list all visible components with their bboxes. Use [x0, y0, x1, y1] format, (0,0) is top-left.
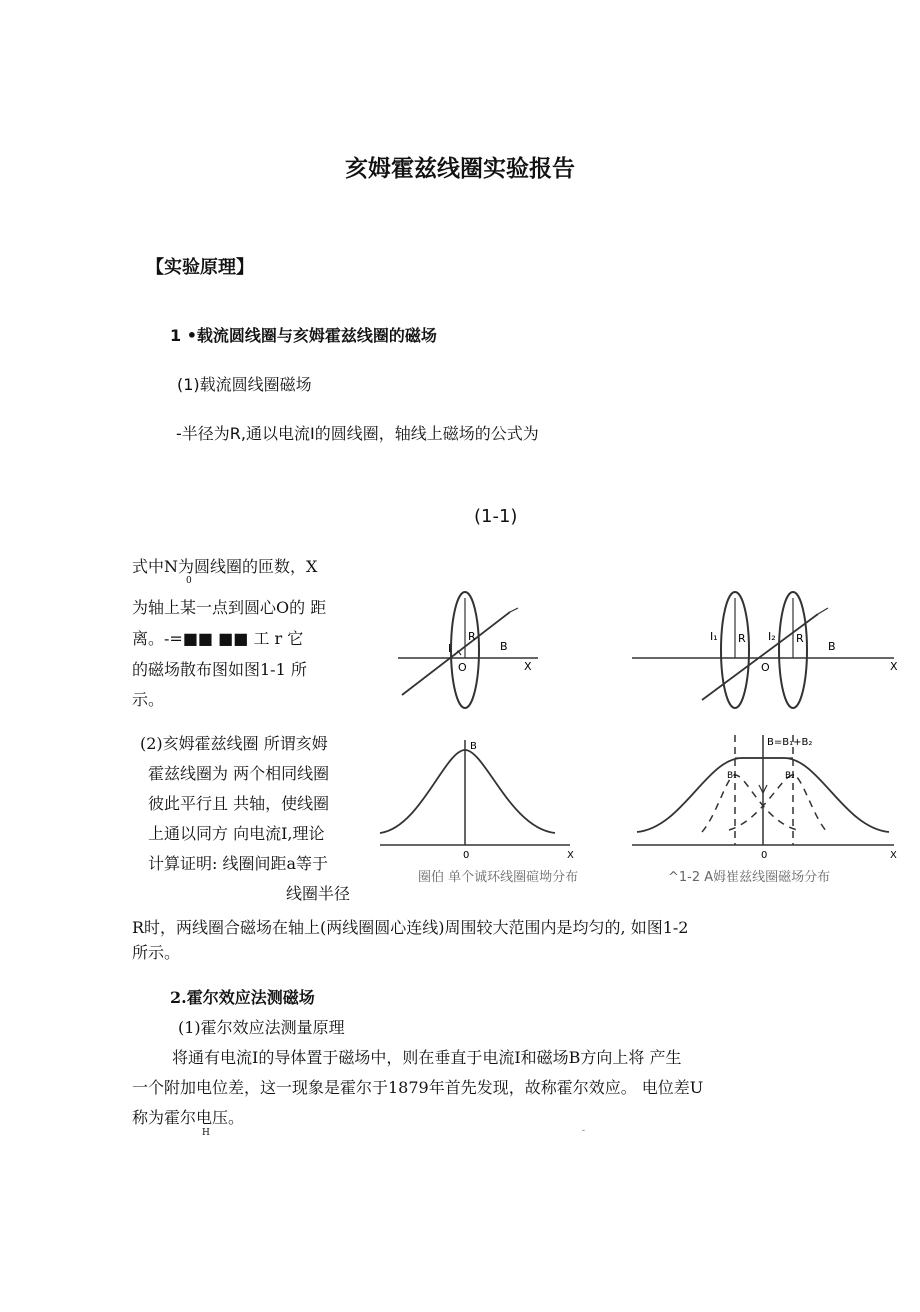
label-x: X	[890, 660, 898, 673]
label-x: X	[524, 660, 532, 673]
field-curve	[380, 750, 555, 833]
label-b: B	[500, 640, 508, 653]
text-line: 将通有电流I的导体置于磁场中，则在垂直于电流I和磁场B方向上将 产生	[172, 1048, 682, 1067]
figure-1-caption: 圈伯 单个诚环线圈碹坳分布	[418, 870, 579, 885]
label-i: I	[448, 642, 452, 655]
label-b: B	[828, 640, 836, 653]
label-b1: B₁	[727, 771, 737, 781]
equation-label: (1-1)	[474, 506, 518, 527]
label-i2: I₂	[768, 630, 776, 643]
label-o: O	[458, 661, 467, 674]
text-line: 式中N为圆线圈的匝数，X	[132, 557, 318, 576]
label-r1: R	[738, 632, 746, 645]
label-x-2: X	[890, 850, 897, 861]
label-r2: R	[796, 632, 804, 645]
text-line: 示。	[132, 690, 165, 709]
text-line: 称为霍尔电压。	[132, 1108, 245, 1127]
current-wire	[702, 614, 818, 700]
label-b-sum: B=B₁+B₂	[767, 737, 813, 748]
text-line: (2)亥姆霍兹线圈 所谓亥姆	[140, 734, 328, 753]
section-2-heading: 2.霍尔效应法测磁场	[170, 988, 315, 1007]
subsection-1-title: (1)载流圆线圈磁场	[177, 375, 312, 394]
label-b2: B₂	[785, 771, 795, 781]
text-line: 霍兹线圈为 两个相同线圈	[148, 764, 330, 783]
section-header: 【实验原理】	[146, 257, 254, 278]
figure-2-caption: ^1-2 A姆崔兹线圈磁场分布	[668, 870, 831, 885]
text-line: 为轴上某一点到圆心O的 距	[132, 598, 327, 617]
text-line: 离。-=■■ ■■ 工 r 它	[132, 629, 304, 648]
text-line: 彼此平行且 共轴，使线圈	[148, 794, 330, 813]
text-line: 计算证明: 线圈间距a等于	[148, 854, 329, 873]
text-line: 线圈半径	[286, 884, 351, 903]
stray-dash: -	[582, 1126, 586, 1136]
figure-single-coil	[360, 590, 590, 865]
subscript-0: 0	[186, 576, 192, 586]
figure-helmholtz-coils	[632, 590, 902, 865]
section-1-heading: 1 •载流圆线圈与亥姆霍兹线圈的磁场	[170, 326, 437, 345]
label-origin: 0	[463, 850, 470, 861]
label-origin: 0	[761, 850, 768, 861]
label-o: O	[761, 661, 770, 674]
text-line: 所示。	[132, 943, 181, 962]
subscript-h: H	[202, 1128, 210, 1138]
text-line: R时，两线圈合磁场在轴上(两线圈圆心连线)周围较大范围内是均匀的, 如图1-2	[132, 918, 689, 937]
formula-intro: -半径为R,通以电流I的圆线圈，轴线上磁场的公式为	[176, 424, 539, 443]
text-line: 的磁场散布图如图1-1 所	[132, 660, 307, 679]
label-r: R	[468, 630, 476, 643]
page-title: 亥姆霍兹线圈实验报告	[345, 156, 575, 182]
text-line: 上通以同方 向电流I,理论	[148, 824, 325, 843]
field-curve-b2	[729, 775, 827, 832]
label-b-axis: B	[470, 741, 477, 752]
subsection-title: (1)霍尔效应法测量原理	[178, 1018, 345, 1037]
label-x-2: X	[567, 850, 574, 861]
label-i1: I₁	[710, 630, 718, 643]
text-line: 一个附加电位差，这一现象是霍尔于1879年首先发现，故称霍尔效应。 电位差U	[132, 1078, 704, 1097]
